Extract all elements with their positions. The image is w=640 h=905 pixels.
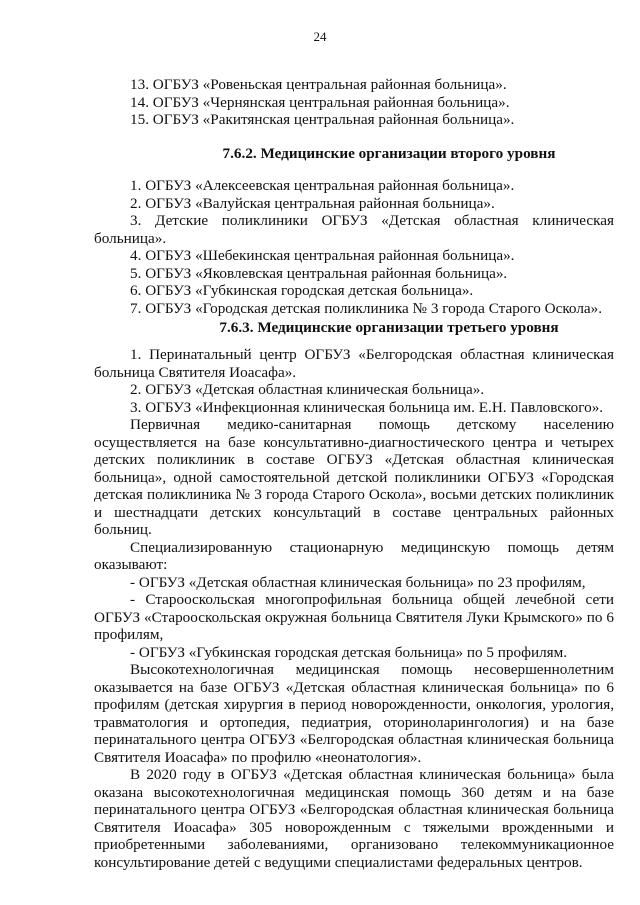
list-first [94, 76, 614, 129]
list-item: 2. ОГБУЗ «Валуйская центральная районная больница». [130, 194, 495, 212]
section-heading-763: 7.6.3. Медицинские организации третьего уровня [219, 319, 559, 336]
list-item: 6. ОГБУЗ «Губкинская городская детская больница». [130, 282, 474, 299]
paragraph-2020: В 2020 году в ОГБУЗ «Детская областная клиническая больница» была оказана высокотехнологичная медицинская помощь 360 детям и на базе перинатального центра ОГБУЗ «Белгородская областная клиническая больница Святителя Иоасафа» 305 новорожденным с тяжелыми врожденными и приобретенными заболеваниями, организовано телекоммуникационное консультирование детей с ведущими специалистами федеральных центров. [94, 766, 614, 871]
list-item: 3. Детские поликлиники ОГБУЗ «Детская областная клиническая больница». [94, 212, 614, 247]
list-item: 1. ОГБУЗ «Алексеевская центральная районная больница». [130, 177, 515, 194]
page-number: 24 [313, 29, 327, 44]
list-item: 5. ОГБУЗ «Яковлевская центральная районная больница». [130, 264, 508, 282]
list-item: 13. ОГБУЗ «Ровеньская центральная районная больница». [130, 76, 507, 93]
list-item: 15. ОГБУЗ «Ракитянская центральная районная больница». [130, 111, 515, 128]
list-item: 2. ОГБУЗ «Детская областная клиническая больница». [130, 381, 485, 398]
paragraph-primary-care: Первичная медико-санитарная помощь детскому населению осуществляется на базе консультативно-диагностического центра и четырех детских поликлиник в составе ОГБУЗ «Детская областная клиническая больница», одной самостоятельной детской поликлиники ОГБУЗ «Городская детская поликлиника № 3 города Старого Оскола», восьми детских поликлиник и шестнадцати детских консультаций в составе центральных районных больниц. [94, 416, 614, 538]
section-heading-762: 7.6.2. Медицинские организации второго уровня [222, 145, 556, 162]
dash-item: - ОГБУЗ «Губкинская городская детская больница» по 5 профилям. [130, 643, 568, 661]
list-item: 3. ОГБУЗ «Инфекционная клиническая больница им. Е.Н. Павловского». [130, 398, 604, 416]
list-item: 14. ОГБУЗ «Чернянская центральная районная больница». [130, 93, 510, 111]
dash-item: - ОГБУЗ «Детская областная клиническая больница» по 23 профилям, [130, 573, 586, 591]
main-body [94, 346, 614, 871]
list-second [94, 177, 614, 317]
list-item: 7. ОГБУЗ «Городская детская поликлиника № 3 города Старого Оскола». [130, 299, 603, 317]
dash-item: - Старооскольская многопрофильная больница общей лечебной сети ОГБУЗ «Старооскольская окружная больница Святителя Луки Крымского» по 6 профилям, [94, 591, 614, 643]
list-item: 4. ОГБУЗ «Шебекинская центральная районная больница». [130, 247, 515, 264]
paragraph-specialized-care: Специализированную стационарную медицинскую помощь детям оказывают: [94, 538, 614, 573]
paragraph-high-tech-care: Высокотехнологичная медицинская помощь несовершеннолетним оказывается на базе ОГБУЗ «Детская областная клиническая больница» по 6 профилям (детская хирургия в период новорожденности, онкология, урология, травматология и ортопедия, педиатрия, оториноларингология) и на базе перинатального центра ОГБУЗ «Белгородская областная клиническая больница Святителя Иоасафа» по профилю «неонатология». [94, 661, 614, 766]
list-item: 1. Перинатальный центр ОГБУЗ «Белгородская областная клиническая больница Святителя Иоасафа». [94, 346, 614, 381]
